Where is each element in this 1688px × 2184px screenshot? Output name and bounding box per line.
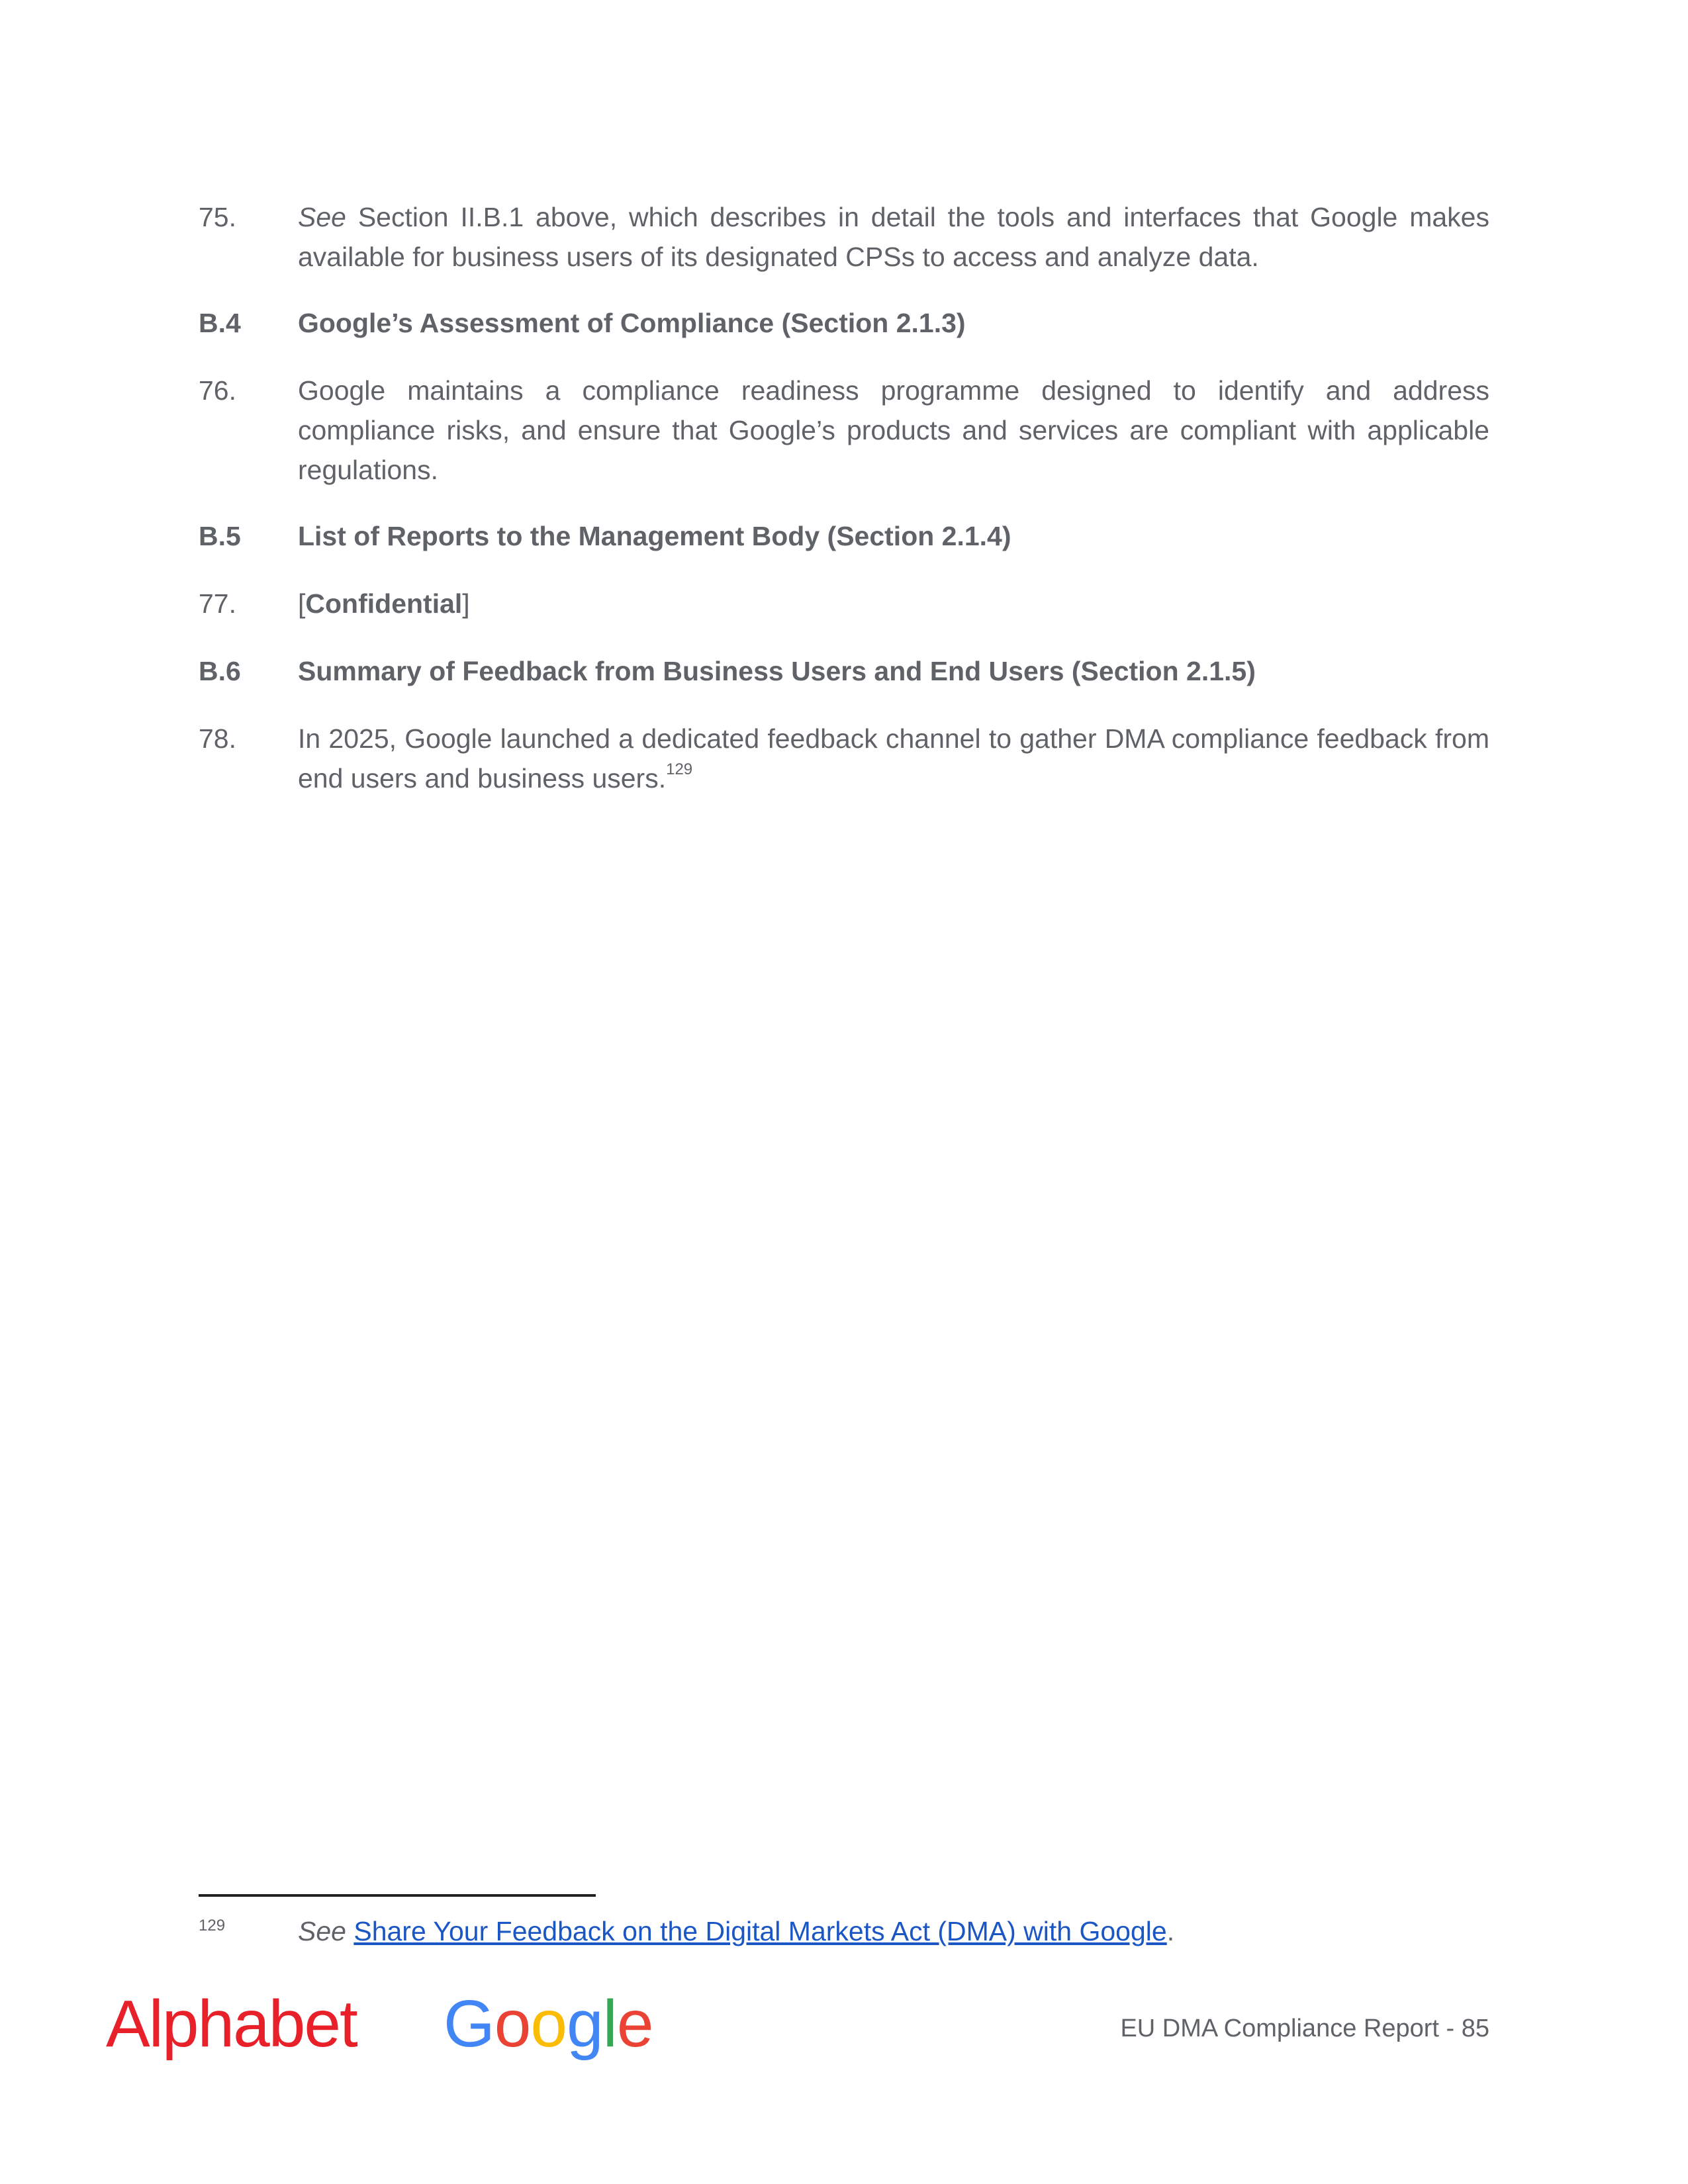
section-title: List of Reports to the Management Body (Section 2.1.4) bbox=[298, 521, 1011, 551]
section-heading-b5 bbox=[199, 516, 1489, 556]
section-heading-b6 bbox=[199, 651, 1489, 691]
confidential-label: Confidential bbox=[305, 588, 463, 619]
google-logo-letter: G bbox=[444, 1987, 494, 2061]
paragraph-number: 76. bbox=[199, 375, 236, 406]
see-signal: See bbox=[298, 1916, 346, 1946]
google-logo-letter: e bbox=[616, 1987, 653, 2061]
google-logo-letter: l bbox=[602, 1987, 617, 2061]
footnote-129 bbox=[199, 1911, 1489, 1951]
google-logo bbox=[444, 1984, 653, 2064]
footnote-text: See Share Your Feedback on the Digital Markets Act (DMA) with Google. bbox=[298, 1916, 1175, 1946]
paragraph-76 bbox=[199, 371, 1489, 490]
paragraph-number: 78. bbox=[199, 723, 236, 754]
footnote-divider bbox=[199, 1894, 596, 1897]
section-number: B.6 bbox=[199, 656, 241, 686]
section-title: Summary of Feedback from Business Users and End Users (Section 2.1.5) bbox=[298, 656, 1256, 686]
section-number: B.5 bbox=[199, 521, 241, 551]
section-heading-b4 bbox=[199, 303, 1489, 343]
feedback-link[interactable]: Share Your Feedback on the Digital Markets Act (DMA) with Google bbox=[353, 1916, 1167, 1946]
paragraph-77 bbox=[199, 584, 1489, 623]
paragraph-number: 75. bbox=[199, 202, 236, 232]
section-number: B.4 bbox=[199, 308, 241, 338]
paragraph-text: See Section II.B.1 above, which describes in detail the tools and interfaces that Google makes available for business users of its designated CPSs to access and analyze data. bbox=[298, 202, 1489, 272]
google-logo-letter: o bbox=[530, 1987, 567, 2061]
paragraph-text: In 2025, Google launched a dedicated feedback channel to gather DMA compliance feedback from end users and business users.$^{129}$ bbox=[298, 723, 1489, 794]
footnote-number: 129 bbox=[199, 1917, 226, 1934]
paragraph-number: 77. bbox=[199, 588, 236, 619]
paragraph-75 bbox=[199, 197, 1489, 277]
google-logo-letter: g bbox=[567, 1987, 603, 2061]
report-page-label: EU DMA Compliance Report - 85 bbox=[1120, 2015, 1489, 2042]
alphabet-logo: Alphabet bbox=[106, 1987, 357, 2061]
paragraph-text: [Confidential] bbox=[298, 588, 470, 619]
footnote-reference[interactable]: 129 bbox=[666, 760, 693, 778]
paragraph-text: Google maintains a compliance readiness programme designed to identify and address compliance risks, and ensure that Google’s products and services are compliant with applicable regulations. bbox=[298, 375, 1489, 485]
google-logo-letter: o bbox=[494, 1987, 531, 2061]
section-title: Google’s Assessment of Compliance (Section 2.1.3) bbox=[298, 308, 966, 338]
see-signal: See bbox=[298, 202, 346, 232]
paragraph-78 bbox=[199, 719, 1489, 798]
